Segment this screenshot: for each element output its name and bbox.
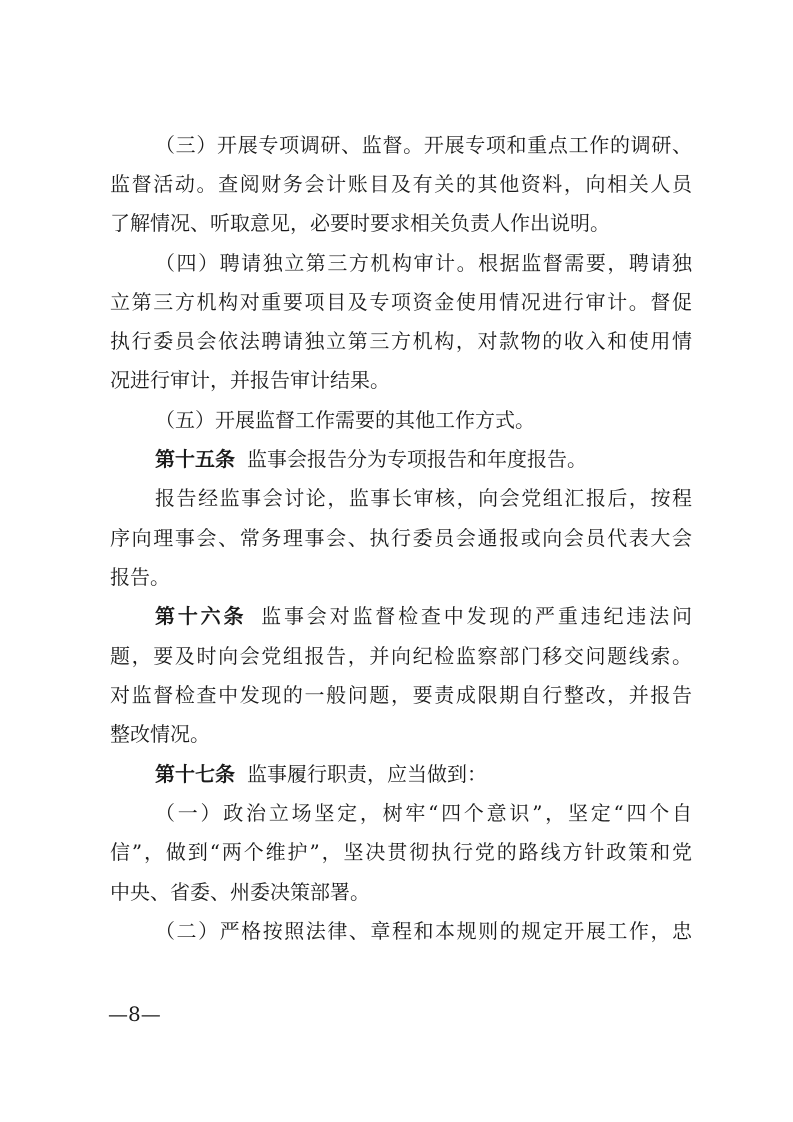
paragraph-line: （四）聘请独立第三方机构审计。根据监督需要，聘请独 xyxy=(155,251,692,275)
paragraph-line: 序向理事会、常务理事会、执行委员会通报或向会员代表大会 xyxy=(110,526,692,550)
article-15-line xyxy=(155,445,692,473)
paragraph-line: 执行委员会依法聘请独立第三方机构，对款物的收入和使用情 xyxy=(110,329,692,353)
paragraph-line: 立第三方机构对重要项目及专项资金使用情况进行审计。督促 xyxy=(110,290,692,314)
article-16-line xyxy=(155,602,692,630)
article-text: 监事履行职责，应当做到： xyxy=(247,762,487,786)
page-number: —8— xyxy=(108,1002,161,1026)
paragraph-line: 中央、省委、州委决策部署。 xyxy=(110,880,370,904)
paragraph-line: 了解情况、听取意见，必要时要求相关负责人作出说明。 xyxy=(110,211,610,235)
article-17-line xyxy=(155,760,692,788)
paragraph-line: 题，要及时向会党组报告，并向纪检监察部门移交问题线索。 xyxy=(110,644,692,668)
article-heading: 第十五条 xyxy=(155,447,235,471)
paragraph-line: 整改情况。 xyxy=(110,722,210,746)
article-heading: 第十六条 xyxy=(155,604,247,628)
paragraph-line: 报告经监事会讨论，监事长审核，向会党组汇报后，按程 xyxy=(155,486,692,510)
paragraph-line: 况进行审计，并报告审计结果。 xyxy=(110,368,390,392)
paragraph-line: （三）开展专项调研、监督。开展专项和重点工作的调研、 xyxy=(155,133,692,157)
paragraph-line: （五）开展监督工作需要的其他工作方式。 xyxy=(155,408,535,432)
paragraph-line: 信”，做到“两个维护”，坚决贯彻执行党的路线方针政策和党 xyxy=(110,840,692,864)
article-text: 监事会报告分为专项报告和年度报告。 xyxy=(247,447,587,471)
paragraph-line: 对监督检查中发现的一般问题，要责成限期自行整改，并报告 xyxy=(110,683,692,707)
paragraph-line: 报告。 xyxy=(110,565,170,589)
paragraph-line: （一）政治立场坚定，树牢“四个意识”，坚定“四个自 xyxy=(155,801,692,825)
paragraph-line: 监督活动。查阅财务会计账目及有关的其他资料，向相关人员 xyxy=(110,172,692,196)
paragraph-line: （二）严格按照法律、章程和本规则的规定开展工作，忠 xyxy=(155,919,692,943)
article-text: 监事会对监督检查中发现的严重违纪违法问 xyxy=(258,604,693,628)
article-heading: 第十七条 xyxy=(155,762,235,786)
